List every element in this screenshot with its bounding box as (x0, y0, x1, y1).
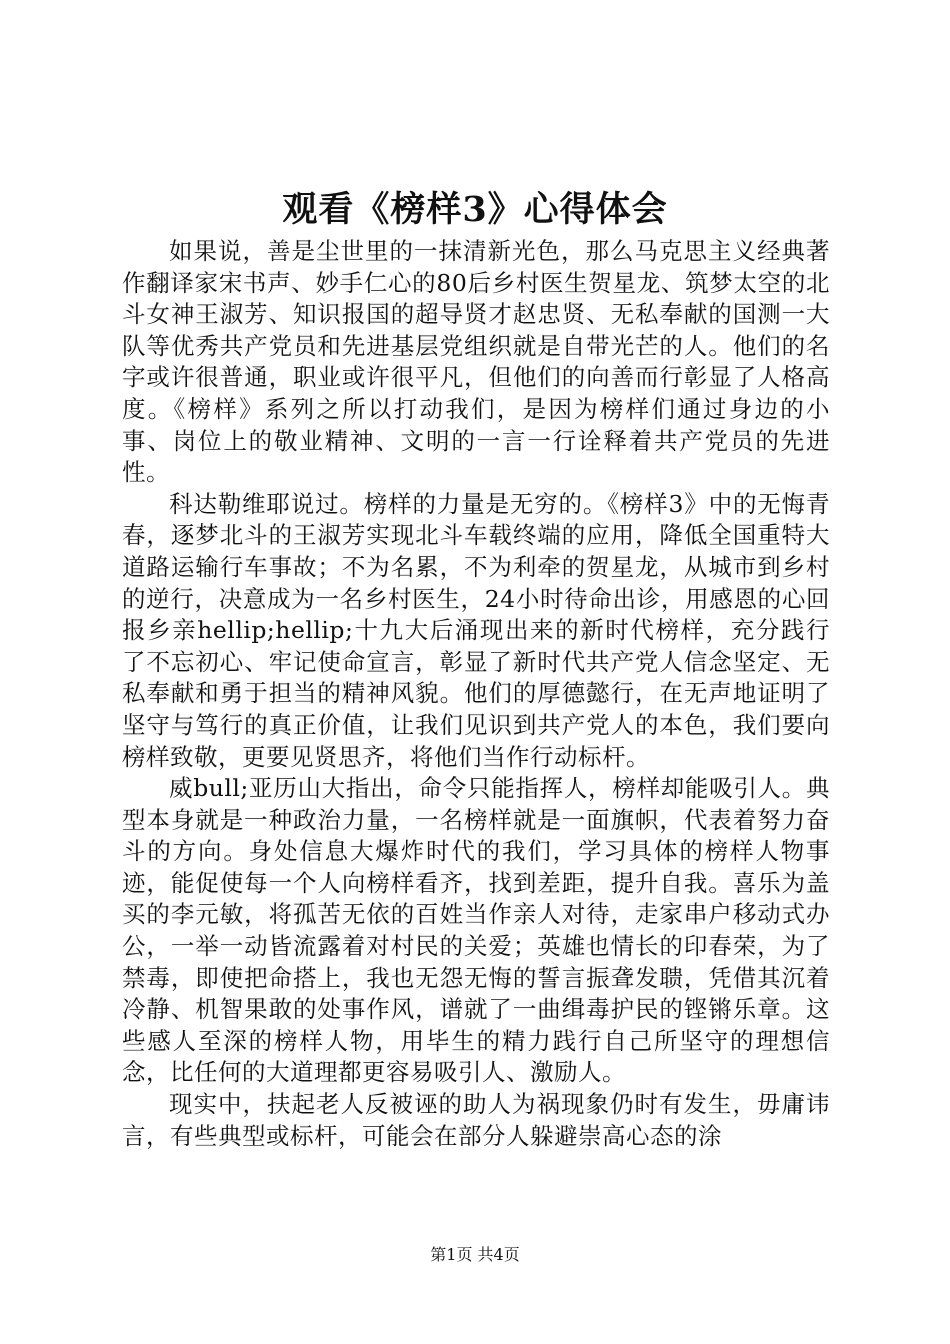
paragraph: 科达勒维耶说过。榜样的力量是无穷的。《榜样3》中的无悔青春，逐梦北斗的王淑芳实现北斗车载终端的应用，降低全国重特大道路运输行车事故；不为名累，不为利牵的贺星龙，从城市到乡村的逆行，决意成为一名乡村医生，24小时待命出诊，用感恩的心回报乡亲hellip;hellip;十九大后涌现出来的新时代榜样，充分践行了不忘初心、牢记使命宣言，彰显了新时代共产党人信念坚定、无私奉献和勇于担当的精神风貌。他们的厚德懿行，在无声地证明了坚守与笃行的真正价值，让我们见识到共产党人的本色，我们要向榜样致敬，更要见贤思齐，将他们当作行动标杆。 (122, 489, 830, 771)
paragraph: 威bull;亚历山大指出，命令只能指挥人，榜样却能吸引人。典型本身就是一种政治力量，一名榜样就是一面旗帜，代表着努力奋斗的方向。身处信息大爆炸时代的我们，学习具体的榜样人物事迹，能促使每一个人向榜样看齐，找到差距，提升自我。喜乐为盖买的李元敏，将孤苦无依的百姓当作亲人对待，走家串户移动式办公，一举一动皆流露着对村民的关爱；英雄也情长的印春荣，为了禁毒，即使把命搭上，我也无怨无悔的誓言振聋发聩，凭借其沉着冷静、机智果敢的处事作风，谱就了一曲缉毒护民的铿锵乐章。这些感人至深的榜样人物，用毕生的精力践行自己所坚守的理想信念，比任何的大道理都更容易吸引人、激励人。 (122, 774, 830, 1087)
document-body (122, 236, 830, 1152)
document-title: 观看《榜样3》心得体会 (282, 189, 668, 230)
paragraph: 如果说，善是尘世里的一抹清新光色，那么马克思主义经典著作翻译家宋书声、妙手仁心的80后乡村医生贺星龙、筑梦太空的北斗女神王淑芳、知识报国的超导贤才赵忠贤、无私奉献的国测一大队等优秀共产党员和先进基层党组织就是自带光芒的人。他们的名字或许很普通，职业或许很平凡，但他们的向善而行彰显了人格高度。《榜样》系列之所以打动我们，是因为榜样们通过身边的小事、岗位上的敬业精神、文明的一言一行诠释着共产党员的先进性。 (122, 237, 830, 487)
page-number-footer: 第1页 共4页 (430, 1245, 520, 1264)
paragraph: 现实中，扶起老人反被诬的助人为祸现象仍时有发生，毋庸讳言，有些典型或标杆，可能会在部分人躲避崇高心态的涂 (122, 1090, 830, 1150)
